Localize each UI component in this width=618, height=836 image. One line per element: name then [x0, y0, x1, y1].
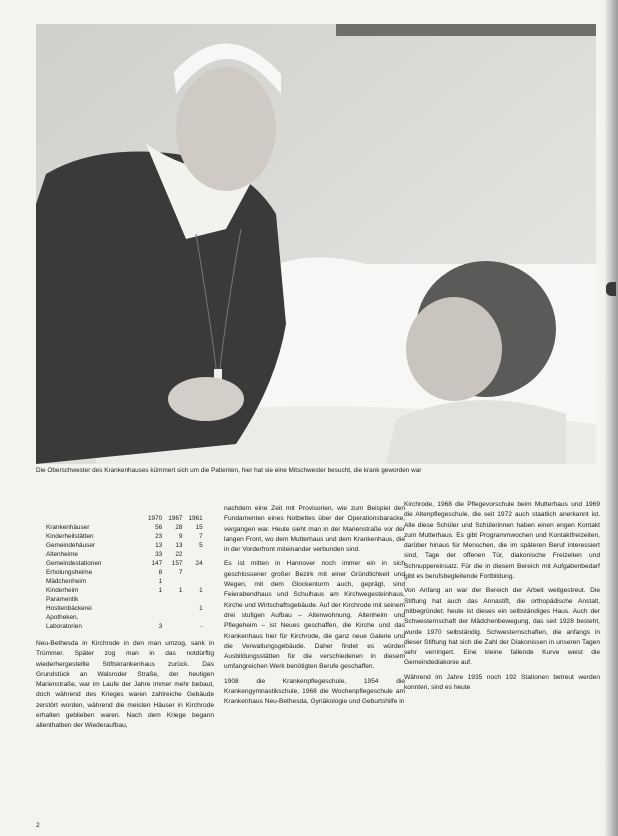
statistics-table	[46, 514, 206, 631]
table-row	[46, 613, 206, 622]
table-row-label: Gemeindestationen	[46, 560, 102, 567]
table-cell	[185, 568, 205, 577]
table-header-row	[46, 514, 206, 523]
paragraph: Neu-Bethesda in Kirchrode in den man umzog, sank in Trümmer. Später zog man in das notdürftig wiederhergestellte Stiftskrankenhaus zurück. Das Grundstück an Walsroder Straße, der heutigen Marienstraße, war im Laufe der Jahre immer mehr bebaut, doch während des Krieges waren zahlreiche Gebäude zerstört worden, während die meisten Häuser in Kirchrode erhalten geblieben waren. Nach dem Kriege begann allenthalben der Wiederaufbau,	[36, 640, 214, 730]
table-cell	[185, 550, 205, 559]
table-cell: 1	[158, 578, 163, 585]
table-cell	[165, 595, 185, 604]
table-cell	[145, 613, 165, 622]
table-cell	[185, 577, 205, 586]
table-cell: 1	[199, 605, 203, 612]
table-cell: 23	[155, 533, 163, 540]
table-row	[46, 595, 206, 604]
table-row-label: Krankenhäuser	[46, 524, 90, 531]
table-header-year: 1961	[188, 515, 203, 522]
text-column-3	[404, 500, 600, 697]
page-number: 2	[36, 822, 40, 829]
photo-nurses	[36, 24, 596, 464]
table-row-label: Laboratorien	[46, 623, 82, 630]
table-cell: 147	[151, 560, 163, 567]
page-edge-shadow	[604, 0, 618, 836]
text-column-2	[224, 504, 405, 712]
table-cell	[145, 595, 165, 604]
table-row	[46, 541, 206, 550]
table-row	[46, 568, 206, 577]
table-row-label: Paramentik	[46, 596, 79, 603]
table-cell: 28	[175, 524, 183, 531]
table-row	[46, 577, 206, 586]
table-row-label: Altenheime	[46, 551, 78, 558]
table-cell: 7	[199, 533, 203, 540]
paragraph: nachdem eine Zeit mit Provisorien, wie zum Beispiel den Fundamenten eines Notbettes über der Operationsbaracke, vergangen war. Heute sieht man in der Marienstraße vor der langen Front, wo dem Mutterhaus und dem Krankenhaus, die in der Vorderfront miteinander verbunden sind.	[224, 505, 405, 554]
binding-tab	[606, 282, 616, 296]
table-header-year: 1970	[148, 515, 163, 522]
table-cell: 22	[175, 551, 183, 558]
table-row	[46, 532, 206, 541]
table-cell	[185, 595, 205, 604]
paragraph: Kirchrode, 1968 die Pflegevorschule beim Mutterhaus und 1969 die Altenpflegeschule, die seit 1972 auch staatlich anerkannt ist. Alle diese Schüler und Schülerinnen haben einen engen Kontakt zum Mutterhaus. Es gibt Programmwochen und Kontaktfreizeiten, darüber hinaus für Menschen, die im späteren Beruf interessiert sind, Tage der offenen Tür, diakonische Freizeiten und Schnuppereinsatz. Für die in diesem Bereich mit Aufgabenbedarf gibt es berufsbegleitende Fortbildung.	[404, 501, 600, 581]
table-row-label: Apotheken,	[46, 614, 79, 621]
table-cell: 157	[171, 560, 183, 567]
table-row-label: Erholungsheime	[46, 569, 93, 576]
table-row	[46, 550, 206, 559]
table-cell: 24	[195, 560, 203, 567]
table-cell: 7	[178, 569, 183, 576]
paragraph: Es ist mitten in Hannover noch immer ein in sich geschlossener großer Bezirk mit einer Gründlichkeit und Wegen, mit dem Glockenturm auch, geprägt, sind Feierabendhaus und Schulhaus am Kirchwegesteinhaus, Kirche und Wirtschaftsgebäude. Auf der Kirchrode mit seinem drei stufigen Aufbau – Altenwohnung, Altenheim und Pflegeheim – ist Neues geschaffen, die Kirche und das Krankenhaus hier für Kirchrode, die ganz neue Galerie und die Verwaltungsgebäude. Daher findet es würden Ausbildungsstätten für die verschiedenen in diesem umfangreichen Werk benötigten Berufe geschaffen.	[224, 560, 405, 671]
text-column-1	[36, 500, 214, 736]
table-row	[46, 622, 206, 631]
table-cell: 9	[178, 533, 183, 540]
table-cell	[165, 577, 185, 586]
table-row	[46, 559, 206, 568]
table-header-blank	[46, 514, 145, 523]
table-row	[46, 586, 206, 595]
paragraph: Von Anfang an war der Bereich der Arbeit weitgestreut. Die Stiftung hat auch das Annastift, die orthopädische Anstalt, mitbegründet; heute ist dieses ein selbständiges Haus. Auch der Schwesternschaft der Mädchenbewegung, das seit 1928 besteht, wurde 1970 selbständig. Schwesternschaften, die anfangs in dieser Stiftung hat sich die Zahl der Diakonissen in unseren Tagen sehr verringert. Eine kleine fallende Kurve weist die Gemeindediakonie auf.	[404, 587, 600, 667]
table-cell: 3	[158, 623, 163, 630]
table-row-label: Kinderheim	[46, 587, 79, 594]
table-cell: 13	[175, 542, 183, 549]
table-cell: 33	[155, 551, 163, 558]
table-cell: 15	[195, 524, 203, 531]
table-cell: 56	[155, 524, 163, 531]
table-row-label: Mädchenheim	[46, 578, 87, 585]
table-cell: 1	[199, 587, 203, 594]
table-cell	[165, 622, 185, 631]
table-cell: 5	[199, 542, 203, 549]
table-row-label: Kinderheilstätten	[46, 533, 94, 540]
table-cell	[165, 613, 185, 622]
table-cell: -	[200, 623, 203, 630]
table-cell	[145, 604, 165, 613]
table-cell: 1	[158, 587, 163, 594]
table-cell	[185, 613, 205, 622]
table-cell	[165, 604, 185, 613]
photo-caption: Die Oberschwester des Krankenhauses kümmert sich um die Patienten, hier hat sie eine Mitschwester besucht, die krank geworden war	[36, 467, 422, 474]
table-cell: 8	[158, 569, 163, 576]
table-cell: 1	[178, 587, 183, 594]
table-row	[46, 604, 206, 613]
table-cell: 13	[155, 542, 163, 549]
table-row	[46, 523, 206, 532]
table-row-label: Hostienbäckerei	[46, 605, 92, 612]
paragraph: 1908 die Krankenpflegeschule, 1954 die Krankengymnastikschule, 1968 die Wochenpflegeschule am Krankenhaus Neu-Bethesda, Gynäkologie und Geburtshilfe in	[224, 677, 405, 706]
paragraph: Während im Jahre 1935 noch 192 Stationen betreut werden konnten, sind es heute	[404, 673, 600, 692]
table-row-label: Gemeindehäuser	[46, 542, 96, 549]
table-header-year: 1967	[168, 515, 183, 522]
